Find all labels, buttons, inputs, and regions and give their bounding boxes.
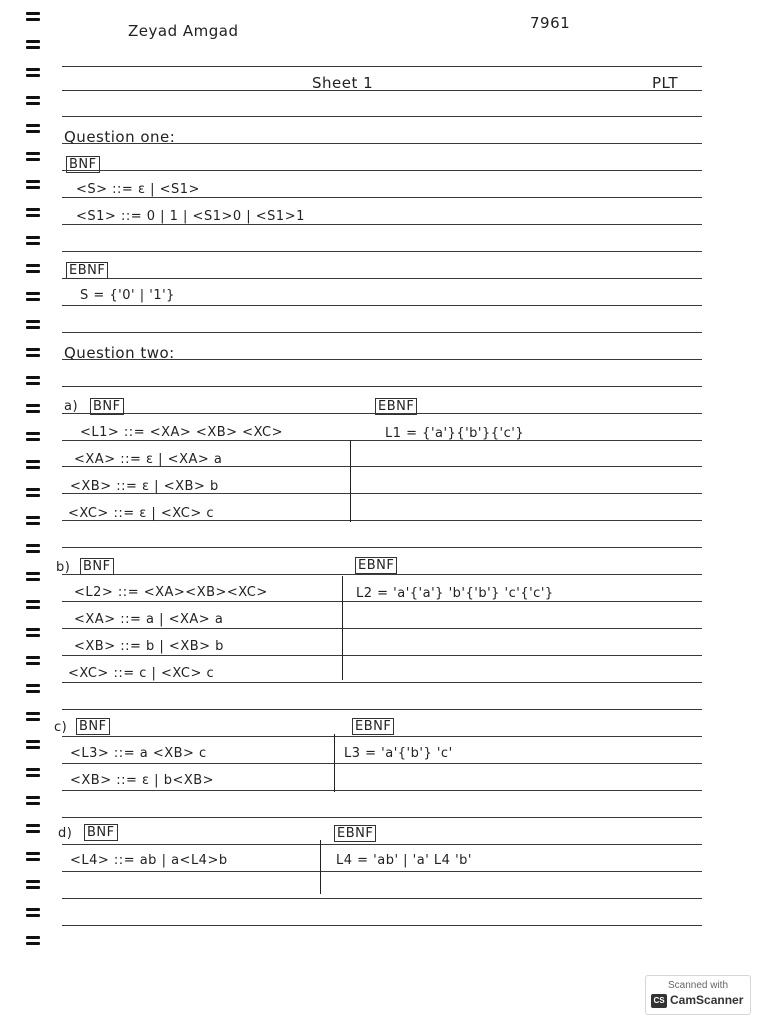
ruled-line: [62, 305, 702, 306]
ruled-line: [62, 332, 702, 333]
ruled-line: [62, 66, 702, 67]
q1-bnf-line-1: <S> ::= ε | <S1>: [76, 182, 200, 197]
ruled-line: [62, 386, 702, 387]
watermark-brand: CamScanner: [670, 993, 744, 1007]
watermark-caption: Scanned with: [667, 980, 729, 991]
ruled-line: [62, 790, 702, 791]
part-a-bnf-line: <XB> ::= ε | <XB> b: [70, 479, 219, 494]
ruled-line: [62, 574, 702, 575]
course-code: PLT: [652, 74, 678, 92]
ruled-line: [62, 844, 702, 845]
ruled-line: [62, 547, 702, 548]
part-a-ebnf-line: L1 = {'a'}{'b'}{'c'}: [385, 426, 525, 441]
page-title: Sheet 1: [312, 74, 374, 92]
ruled-line: [62, 763, 702, 764]
question-one-heading: Question one:: [64, 128, 176, 146]
ruled-line: [62, 925, 702, 926]
part-c-ebnf-line: L3 = 'a'{'b'} 'c': [344, 746, 453, 761]
ruled-line: [62, 251, 702, 252]
part-d-ebnf-line: L4 = 'ab' | 'a' L4 'b': [336, 853, 472, 868]
part-b-bnf-line: <XC> ::= c | <XC> c: [68, 666, 215, 681]
part-d-bnf-line: <L4> ::= ab | a<L4>b: [70, 853, 228, 868]
part-a-marker: a): [64, 399, 79, 414]
part-b-bnf-line: <XA> ::= a | <XA> a: [74, 612, 224, 627]
ruled-line: [62, 898, 702, 899]
q1-bnf-label: BNF: [66, 156, 100, 173]
part-b-marker: b): [56, 560, 71, 575]
student-name: Zeyad Amgad: [128, 22, 239, 40]
ruled-line: [62, 224, 702, 225]
part-c-divider: [334, 734, 335, 792]
spiral-binding: [22, 0, 52, 960]
ruled-line: [62, 197, 702, 198]
q1-bnf-line-2: <S1> ::= 0 | 1 | <S1>0 | <S1>1: [76, 209, 305, 224]
part-d-marker: d): [58, 826, 73, 841]
ruled-line: [62, 601, 702, 602]
ruled-line: [62, 440, 702, 441]
part-b-bnf-line: <XB> ::= b | <XB> b: [74, 639, 224, 654]
part-b-ebnf-line: L2 = 'a'{'a'} 'b'{'b'} 'c'{'c'}: [356, 586, 554, 601]
part-b-ebnf-label: EBNF: [355, 557, 397, 574]
part-c-ebnf-label: EBNF: [352, 718, 394, 735]
part-a-divider: [350, 440, 351, 522]
part-a-bnf-line: <XC> ::= ε | <XC> c: [68, 506, 215, 521]
question-two-heading: Question two:: [64, 344, 175, 362]
part-d-divider: [320, 840, 321, 894]
part-a-ebnf-label: EBNF: [375, 398, 417, 415]
ruled-line: [62, 709, 702, 710]
q1-ebnf-label: EBNF: [66, 262, 108, 279]
ruled-line: [62, 278, 702, 279]
part-c-marker: c): [54, 720, 68, 735]
ruled-line: [62, 736, 702, 737]
ruled-line: [62, 871, 702, 872]
part-a-bnf-line: <XA> ::= ε | <XA> a: [74, 452, 223, 467]
student-id: 7961: [530, 14, 571, 32]
part-c-bnf-label: BNF: [76, 718, 110, 735]
part-b-bnf-line: <L2> ::= <XA><XB><XC>: [74, 585, 268, 600]
camscanner-watermark: [645, 975, 751, 1015]
ruled-line: [62, 682, 702, 683]
ruled-line: [62, 90, 702, 91]
ruled-line: [62, 116, 702, 117]
ruled-line: [62, 628, 702, 629]
part-b-divider: [342, 576, 343, 680]
part-c-bnf-line: <XB> ::= ε | b<XB>: [70, 773, 215, 788]
part-c-bnf-line: <L3> ::= a <XB> c: [70, 746, 207, 761]
part-d-ebnf-label: EBNF: [334, 825, 376, 842]
q1-ebnf-line: S = {'0' | '1'}: [80, 288, 175, 303]
ruled-line: [62, 817, 702, 818]
ruled-line: [62, 655, 702, 656]
part-b-bnf-label: BNF: [80, 558, 114, 575]
camscanner-logo-icon: CS: [651, 994, 667, 1008]
part-a-bnf-line: <L1> ::= <XA> <XB> <XC>: [80, 425, 283, 440]
ruled-line: [62, 170, 702, 171]
part-d-bnf-label: BNF: [84, 824, 118, 841]
part-a-bnf-label: BNF: [90, 398, 124, 415]
